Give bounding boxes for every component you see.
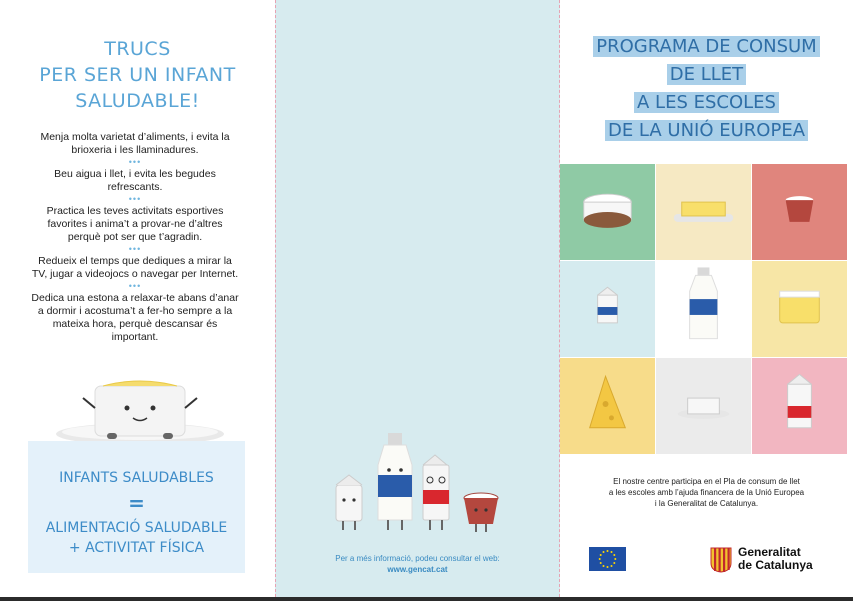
- left-panel: [0, 0, 275, 597]
- tip-item: Dedica una estona a relaxar-te abans d’anar a dormir i acostuma’t a fer-ho sempre a la mateixa hora, perquè descansar és important.: [31, 292, 239, 343]
- small-carton-icon: [560, 261, 655, 357]
- middle-panel: [275, 0, 560, 597]
- program-title-line: DE LA UNIÓ EUROPEA: [605, 120, 808, 141]
- tip-item: Menja molta varietat d’aliments, i evita la brioxeria i les llaminadures.: [40, 131, 230, 156]
- dairy-characters-illustration: [326, 430, 506, 540]
- formula-line: + ACTIVITAT FÍSICA: [68, 540, 205, 556]
- grid-cell-cheese-round: [560, 164, 655, 260]
- more-info-text: Per a més informació, podeu consultar el web:: [335, 554, 500, 563]
- cheese-wedge-icon: [560, 358, 655, 454]
- eu-flag-icon: [589, 547, 626, 571]
- right-panel: [560, 0, 853, 597]
- grid-cell-milk-carton: [752, 358, 847, 454]
- generalitat-emblem-icon: [710, 547, 732, 573]
- grid-cell-butter-tray: [656, 164, 751, 260]
- generalitat-name-line: Generalitat: [738, 545, 801, 559]
- bottom-border: [0, 597, 853, 601]
- healthy-formula-box: [28, 441, 245, 573]
- left-title: [20, 36, 255, 114]
- butter-plate-icon: [656, 358, 751, 454]
- grid-cell-cheese-wedge: [560, 358, 655, 454]
- intro-line: El nostre centre participa en el Pla de consum de llet: [613, 477, 800, 486]
- grid-cell-yogurt-cup: [752, 164, 847, 260]
- intro-line: i la Generalitat de Catalunya.: [654, 499, 759, 508]
- grid-cell-small-carton: [560, 261, 655, 357]
- tip-separator: •••: [128, 157, 142, 167]
- tip-item: Beu aigua i llet, i evita les begudes refrescants.: [54, 168, 216, 193]
- generalitat-logo: [710, 545, 830, 575]
- grid-cell-butter-plate: [656, 358, 751, 454]
- yogurt-cup-icon: [752, 164, 847, 260]
- formula-line: ALIMENTACIÓ SALUDABLE: [45, 520, 228, 536]
- program-title-line: PROGRAMA DE CONSUM: [593, 36, 819, 57]
- more-info: [276, 553, 559, 575]
- tip-separator: •••: [128, 244, 142, 254]
- intro-line: a les escoles amb l’ajuda financera de la Unió Europea: [608, 488, 805, 497]
- left-title-line: SALUDABLE!: [75, 90, 200, 112]
- formula-equals: =: [128, 491, 145, 515]
- program-title: [580, 33, 833, 145]
- milk-bottle-icon: [656, 261, 751, 357]
- generalitat-name-line: de Catalunya: [738, 558, 813, 572]
- cheese-round-icon: [560, 164, 655, 260]
- program-title-line: DE LLET: [667, 64, 746, 85]
- grid-cell-butter-block: [752, 261, 847, 357]
- tip-item: Practica les teves activitats esportives favorites i anima’t a provar-ne d’altres perquè pot ser que t’agradin.: [46, 205, 224, 243]
- grid-cell-milk-bottle: [656, 261, 751, 357]
- formula-line: INFANTS SALUDABLES: [59, 470, 214, 486]
- tip-separator: •••: [128, 281, 142, 291]
- program-title-line: A LES ESCOLES: [634, 92, 779, 113]
- tips-list: [30, 131, 240, 344]
- website-link[interactable]: www.gencat.cat: [387, 565, 448, 574]
- dairy-products-grid: [560, 164, 847, 453]
- tip-separator: •••: [128, 194, 142, 204]
- program-intro: [560, 476, 853, 509]
- left-title-line: TRUCS: [104, 38, 171, 60]
- butter-tray-icon: [656, 164, 751, 260]
- tip-item: Redueix el temps que dediques a mirar la TV, jugar a videojocs o navegar per Internet.: [31, 255, 239, 280]
- butter-character-illustration: [55, 378, 225, 448]
- milk-carton-icon: [752, 358, 847, 454]
- generalitat-name: [738, 546, 813, 572]
- butter-block-icon: [752, 261, 847, 357]
- left-title-line: PER SER UN INFANT: [39, 64, 236, 86]
